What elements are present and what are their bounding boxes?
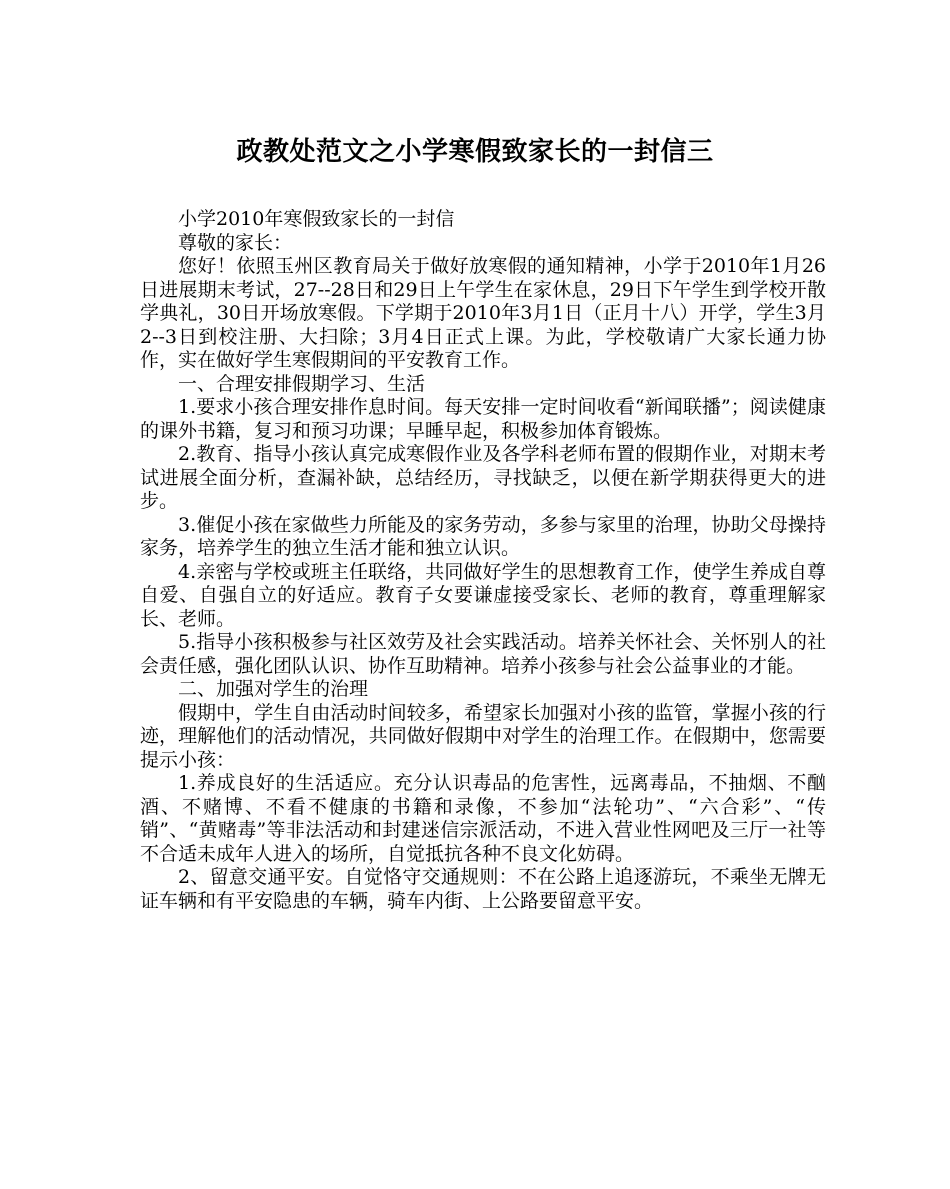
list-item: 4.亲密与学校或班主任联络，共同做好学生的思想教育工作，使学生养成自尊自爱、自强自立的好适应。教育子女要谦虚接受家长、老师的教育，尊重理解家长、老师。 bbox=[140, 560, 826, 630]
list-item: 2.教育、指导小孩认真完成寒假作业及各学科老师布置的假期作业，对期末考试进展全面分析，查漏补缺，总结经历，寻找缺乏，以便在新学期获得更大的进步。 bbox=[140, 443, 826, 512]
section-heading-2: 二、加强对学生的治理 bbox=[178, 678, 369, 700]
document-body bbox=[140, 208, 826, 913]
list-item: 2、留意交通平安。自觉恪守交通规则：不在公路上追逐游玩，不乘坐无牌无证车辆和有平安隐患的车辆，骑车内街、上公路要留意平安。 bbox=[140, 866, 826, 912]
list-item: 3.催促小孩在家做些力所能及的家务劳动，多参与家里的治理，协助父母操持家务，培养学生的独立生活才能和独立认识。 bbox=[140, 513, 826, 559]
list-item: 1.养成良好的生活适应。充分认识毒品的危害性，远离毒品，不抽烟、不酗酒、不赌博、不看不健康的书籍和录像，不参加“法轮功”、“六合彩”、“传销”、“黄赌毒”等非法活动和封建迷信宗派活动，不进入营业性网吧及三厅一社等不合适未成年人进入的场所，自觉抵抗各种不良文化妨碍。 bbox=[140, 772, 826, 865]
list-item: 1.要求小孩合理安排作息时间。每天安排一定时间收看“新闻联播”；阅读健康的课外书籍，复习和预习功课；早睡早起，积极参加体育锻炼。 bbox=[140, 396, 826, 442]
salutation: 尊敬的家长： bbox=[178, 231, 293, 254]
list-item: 5.指导小孩积极参与社区效劳及社会实践活动。培养关怀社会、关怀别人的社会责任感，强化团队认识、协作互助精神。培养小孩参与社会公益事业的才能。 bbox=[140, 631, 826, 677]
letter-heading: 小学2010年寒假致家长的一封信 bbox=[178, 208, 455, 230]
intro-paragraph: 您好！依照玉州区教育局关于做好放寒假的通知精神，小学于2010年1月26日进展期末考试，27--28日和29日上午学生在家休息，29日下午学生到学校开散学典礼，30日开场放寒假。下学期于2010年3月1日（正月十八）开学，学生3月2--3日到校注册、大扫除；3月4日正式上课。为此，学校敬请广大家长通力协作，实在做好学生寒假期间的平安教育工作。 bbox=[140, 255, 826, 371]
section-paragraph: 假期中，学生自由活动时间较多，希望家长加强对小孩的监管，掌握小孩的行迹，理解他们的活动情况，共同做好假期中对学生的治理工作。在假期中，您需要提示小孩： bbox=[140, 701, 826, 771]
document-title: 政教处范文之小学寒假致家长的一封信三 bbox=[236, 137, 714, 167]
section-heading-1: 一、合理安排假期学习、生活 bbox=[178, 372, 426, 395]
